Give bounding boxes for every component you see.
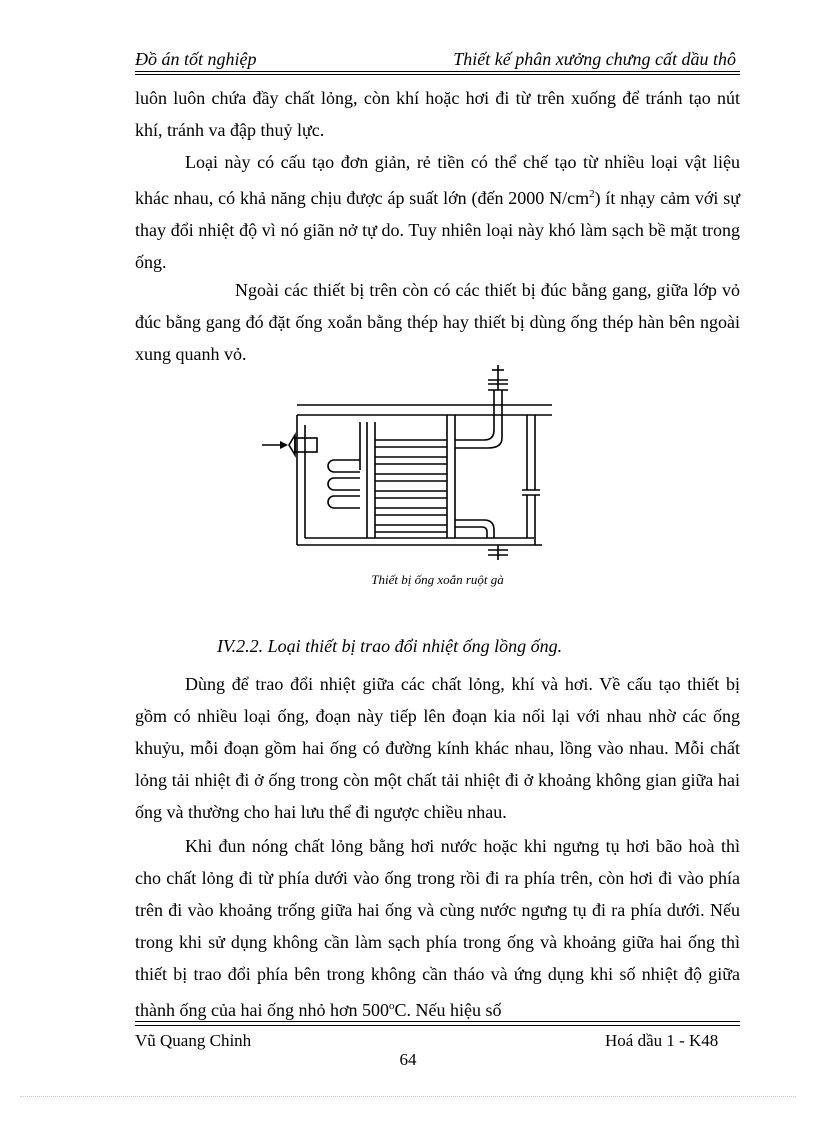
superscript-2: 2 [589,188,595,200]
page-break-line [20,1096,796,1097]
header-right-title: Thiết kế phân xưởng chưng cất dầu thô [453,49,736,69]
footer-rule-thin [135,1025,740,1026]
paragraph-1: luôn luôn chứa đầy chất lỏng, còn khí hoặc hơi đi từ trên xuống để tránh tạo nút khí, tránh va đập thuỷ lực. [135,88,740,140]
footer-author: Vũ Quang Chỉnh [135,1031,252,1050]
header-left-title: Đồ án tốt nghiệp [135,49,257,69]
figure-caption: Thiết bị ống xoắn ruột gà [371,572,504,587]
header-rule [135,71,740,72]
paragraph-2-text-end: ) ít nhạy cảm với sự thay đổi nhiệt độ vì nó giãn nở tự do. Tuy nhiên loại này khó làm sạch bề mặt trong ống. [135,188,740,272]
section-subheading: IV.2.2. Loại thiết bị trao đổi nhiệt ống lồng ống. [217,636,563,656]
paragraph-3: Ngoài các thiết bị trên còn có các thiết bị đúc bằng gang, giữa lớp vỏ đúc bằng gang đó đặt ống xoắn bằng thép hay thiết bị dùng ống thép hàn bên ngoài xung quanh vỏ. [135,280,740,364]
paragraph-6 [135,830,740,1026]
footer-rule [135,1021,740,1022]
paragraph-6-text: Khi đun nóng chất lỏng bằng hơi nước hoặc khi ngưng tụ hơi bão hoà thì cho chất lỏng đi từ phía dưới vào ống trong rồi đi ra phía trên, còn hơi đi vào phía trên đi vào khoảng trống giữa hai ống và cùng nước ngưng tụ đi ra phía dưới. Nếu trong khi sử dụng không cần làm sạch phía trong ống và khoảng giữa hai ống thì thiết bị trao đổi phía bên trong không cần tháo và ứng dụng khi số nhiệt độ giữa thành ống của hai ống nhỏ hơn 500 [135,836,740,1020]
paragraph-6-text-end: C. Nếu hiệu số [394,1000,502,1020]
degree-superscript: o [388,1000,395,1012]
page-header [135,47,740,71]
paragraph-2 [135,146,740,278]
coil-heat-exchanger-diagram [262,360,552,570]
paragraph-5: Dùng để trao đổi nhiệt giữa các chất lỏng, khí và hơi. Về cấu tạo thiết bị gồm có nhiều loại ống, đoạn này tiếp lên đoạn kia nối lại với nhau nhờ các ống khuỷu, mỗi đoạn gồm hai ống có đường kính khác nhau, lồng vào nhau. Mỗi chất lỏng tải nhiệt đi ở ống trong còn một chất tải nhiệt đi ở khoảng không gian giữa hai ống và thường cho hai lưu thể đi ngược chiều nhau. [135,674,740,822]
page-number: 64 [399,1050,417,1069]
footer-class: Hoá dầu 1 - K48 [605,1031,719,1050]
paragraph-2-text: Loại này có cấu tạo đơn giản, rẻ tiền có thể chế tạo từ nhiều loại vật liệu khác nhau, có khả năng chịu được áp suất lớn (đến 2000 N/cm [135,152,740,208]
header-rule-thin [135,74,740,75]
